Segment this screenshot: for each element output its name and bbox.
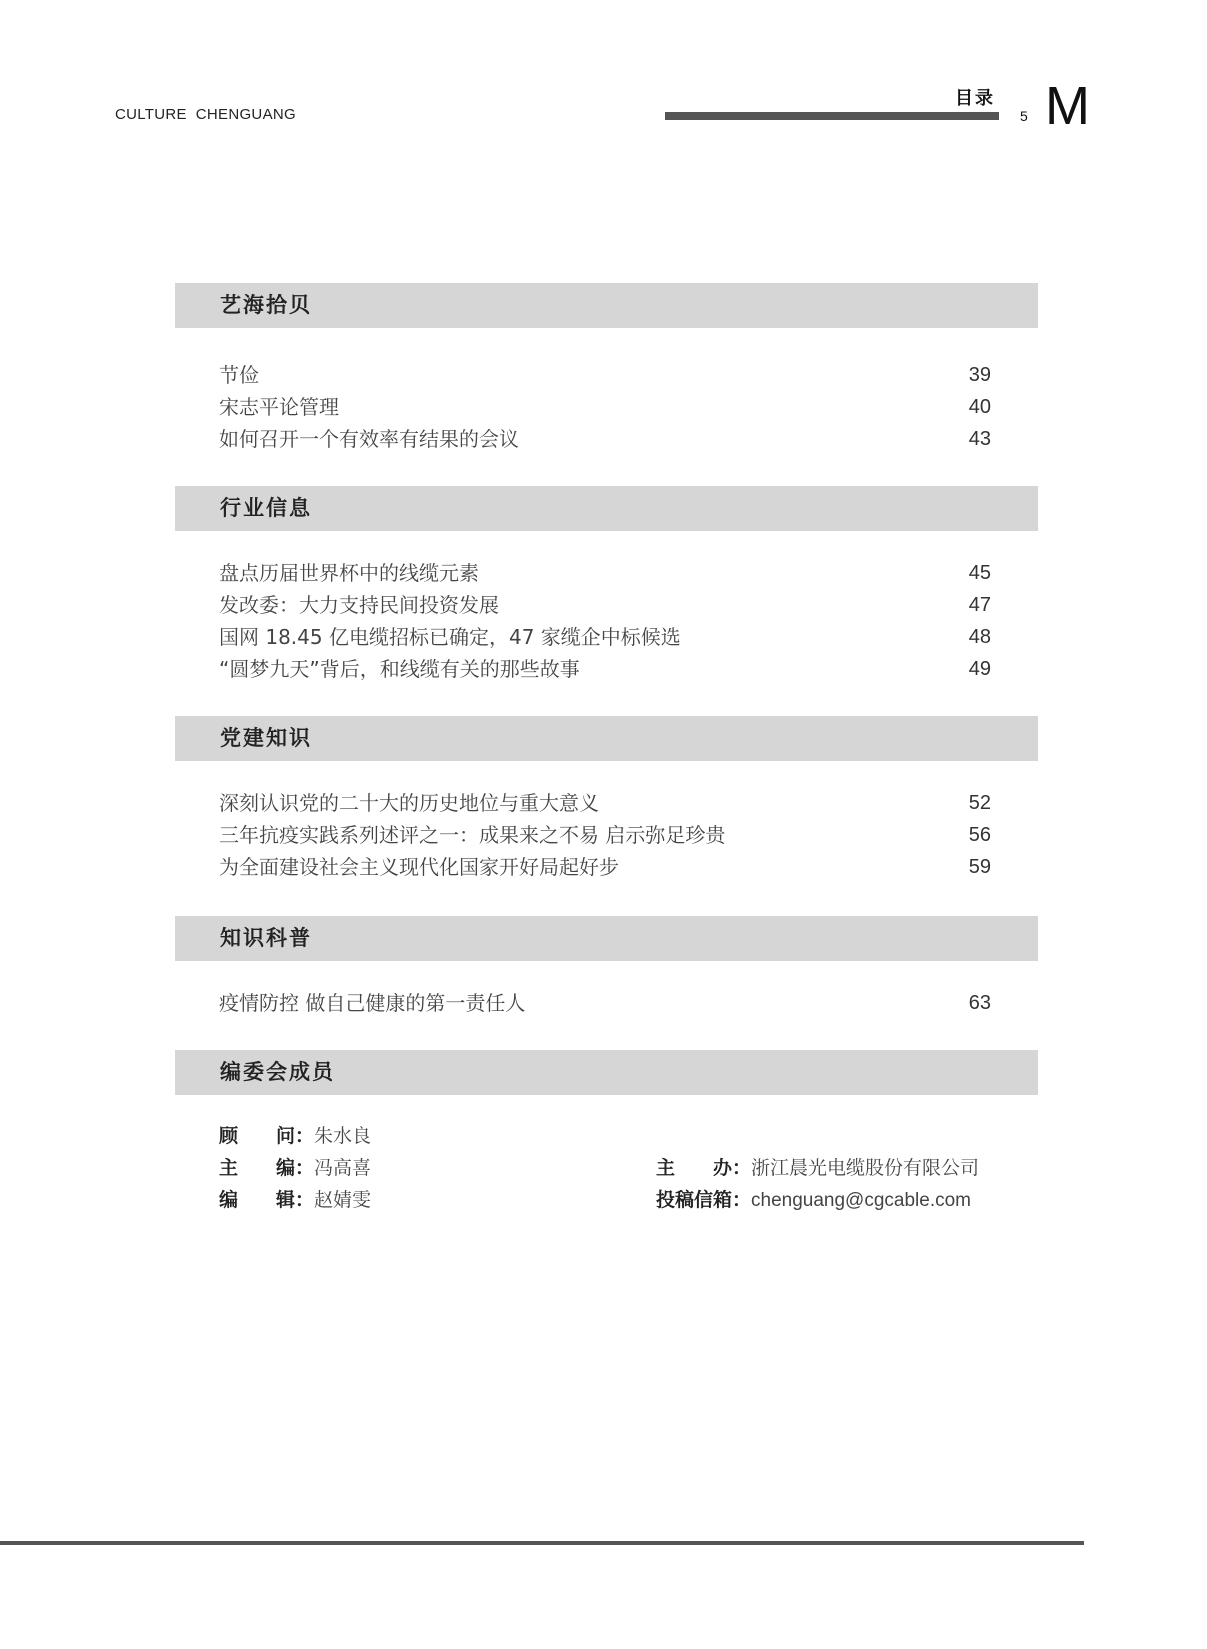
- chief-editor-name: 冯高喜: [314, 1157, 372, 1179]
- chief-editor-line: [219, 1154, 371, 1182]
- chief-editor-label: 主 编：: [219, 1157, 315, 1179]
- toc-entry[interactable]: [219, 853, 991, 881]
- toc-entry[interactable]: [219, 591, 991, 619]
- header-rule: [665, 112, 999, 120]
- section-header-arts: [175, 283, 1038, 328]
- toc-entry[interactable]: [219, 361, 991, 389]
- magazine-brand: CULTURE CHENGUANG: [115, 106, 296, 123]
- advisor-name: 朱水良: [314, 1125, 372, 1147]
- section-title: 知识科普: [220, 926, 312, 950]
- toc-entry[interactable]: [219, 821, 991, 849]
- toc-entry-page: 45: [968, 562, 991, 584]
- advisor-line: [219, 1122, 371, 1150]
- toc-entry-title: 为全面建设社会主义现代化国家开好局起好步: [219, 855, 619, 879]
- toc-entry[interactable]: [219, 989, 991, 1017]
- email-label: 投稿信箱：: [656, 1189, 752, 1211]
- editor-line: [219, 1186, 371, 1214]
- toc-entry-page: 47: [968, 594, 991, 616]
- email-line: [656, 1186, 971, 1215]
- toc-entry-title: “圆梦九天”背后，和线缆有关的那些故事: [219, 657, 580, 681]
- section-header-industry: [175, 486, 1038, 531]
- editor-name: 赵婧雯: [314, 1189, 372, 1211]
- organizer-label: 主 办：: [656, 1157, 752, 1179]
- toc-entry-page: 39: [968, 364, 991, 386]
- section-title: 党建知识: [220, 726, 312, 750]
- toc-entry-page: 52: [968, 792, 991, 814]
- page-title: 目录: [955, 88, 995, 109]
- section-header-science: [175, 916, 1038, 961]
- toc-entry-page: 40: [968, 396, 991, 418]
- toc-entry-page: 48: [968, 626, 991, 648]
- toc-entry-title: 如何召开一个有效率有结果的会议: [219, 427, 519, 451]
- toc-entry-page: 43: [968, 428, 991, 450]
- section-header-editorial: [175, 1050, 1038, 1095]
- section-title: 行业信息: [220, 496, 312, 520]
- advisor-label: 顾 问：: [219, 1125, 315, 1147]
- page-number: 5: [1020, 108, 1028, 124]
- page-letter: M: [1045, 76, 1090, 136]
- toc-entry-title: 国网 18.45 亿电缆招标已确定，47 家缆企中标候选: [219, 625, 681, 649]
- toc-entry-page: 59: [968, 856, 991, 878]
- toc-entry[interactable]: [219, 789, 991, 817]
- toc-entry[interactable]: [219, 425, 991, 453]
- editor-label: 编 辑：: [219, 1189, 315, 1211]
- toc-entry-title: 发改委：大力支持民间投资发展: [219, 593, 499, 617]
- toc-entry-title: 宋志平论管理: [219, 395, 339, 419]
- toc-entry[interactable]: [219, 393, 991, 421]
- email-address[interactable]: chenguang@cgcable.com: [751, 1190, 971, 1211]
- toc-entry-title: 节俭: [219, 363, 259, 387]
- toc-entry[interactable]: [219, 655, 991, 683]
- toc-entry-page: 56: [968, 824, 991, 846]
- section-title: 编委会成员: [220, 1060, 335, 1084]
- footer-rule: [0, 1541, 1084, 1545]
- toc-entry-title: 盘点历届世界杯中的线缆元素: [219, 561, 479, 585]
- section-title: 艺海拾贝: [220, 293, 312, 317]
- toc-entry-page: 49: [968, 658, 991, 680]
- toc-entry-title: 疫情防控 做自己健康的第一责任人: [219, 991, 526, 1015]
- toc-entry[interactable]: [219, 623, 991, 651]
- toc-entry-title: 深刻认识党的二十大的历史地位与重大意义: [219, 791, 599, 815]
- organizer-line: [656, 1154, 979, 1182]
- toc-entry-title: 三年抗疫实践系列述评之一：成果来之不易 启示弥足珍贵: [219, 823, 726, 847]
- section-header-party: [175, 716, 1038, 761]
- toc-entry-page: 63: [968, 992, 991, 1014]
- toc-entry[interactable]: [219, 559, 991, 587]
- organizer-name: 浙江晨光电缆股份有限公司: [751, 1157, 980, 1179]
